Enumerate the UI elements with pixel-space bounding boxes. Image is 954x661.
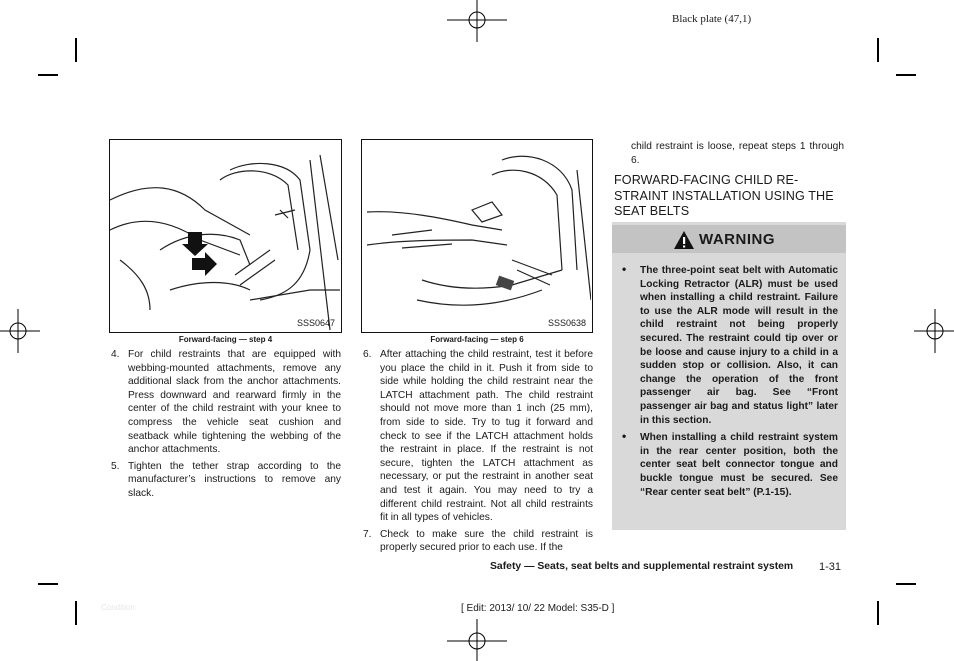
continuation-text: child restraint is loose, repeat steps 1 through 6. [631,141,844,166]
section-heading: FORWARD-FACING CHILD RE-STRAINT INSTALLATION USING THE SEAT BELTS [614,173,834,218]
child-seat-illustration-step6 [362,140,591,331]
list-item: 5. Tighten the tether strap according to the manufacturer’s instructions to remove any slack. [111,460,341,499]
warning-list [620,264,838,503]
plate-label: Black plate (47,1) [672,13,752,25]
warning-item: • When installing a child restraint system in the rear center position, both the center seat belt connector tongue and buckle tongue must be secured. See “Rear center seat belt” (P.1-15). [622,429,838,498]
list-item: 4. For child restraints that are equipped with webbing-mounted attachments, remove any additional slack from the anchor attachments. Press downward and rearward firmly in the center of the child restraint with your knee to compress the vehicle seat cushion and seatback while tightening the webbing of the anchor attachments. [111,349,341,456]
footer-title: Safety — Seats, seat belts and supplemental restraint system [490,561,794,572]
warning-title: WARNING [699,231,775,248]
warning-box [612,222,846,530]
child-seat-illustration-step4 [110,140,340,331]
figure-caption: Forward-facing — step 6 [430,335,524,344]
steps-middle [361,348,593,558]
list-item: 6. After attaching the child restraint, test it before you place the child in it. Push it from side to side while holding the child restraint near the LATCH attachment path. The child restraint should not move more than 1 inch (25 mm), from side to side. Try to tug it forward and check to see if the LATCH attachment holds the restraint in place. If the restraint is not secure, tighten the LATCH attachment as necessary, or put the restraint in another seat and test it again. You may need to try a different child restraint. Not all child restraints fit in all types of vehicles. [363,349,593,524]
edit-info: [ Edit: 2013/ 10/ 22 Model: S35-D ] [461,603,615,614]
figure-step-6 [361,139,593,333]
figure-code: SSS0647 [296,318,335,328]
steps-left [109,348,341,504]
warning-item: • The three-point seat belt with Automatic Locking Retractor (ALR) must be used when installing a child restraint. Failure to use the ALR mode will result in the child restraint not being properly secured. The restraint could tip over or be loose and cause injury to a child in a sudden stop or collision. Also, it can change the operation of the front passenger air bag. See “Front passenger air bag and status light” later in this section. [622,262,838,426]
figure-code: SSS0638 [547,318,586,328]
list-item: 7. Check to make sure the child restraint is properly secured prior to each use. If the [363,528,593,554]
condition-label: Condition: [101,603,138,612]
warning-header [612,225,846,253]
page-number: 1-31 [819,561,842,573]
figure-caption: Forward-facing — step 4 [178,335,273,344]
figure-step-4 [109,139,342,333]
warning-triangle-icon [673,230,695,250]
